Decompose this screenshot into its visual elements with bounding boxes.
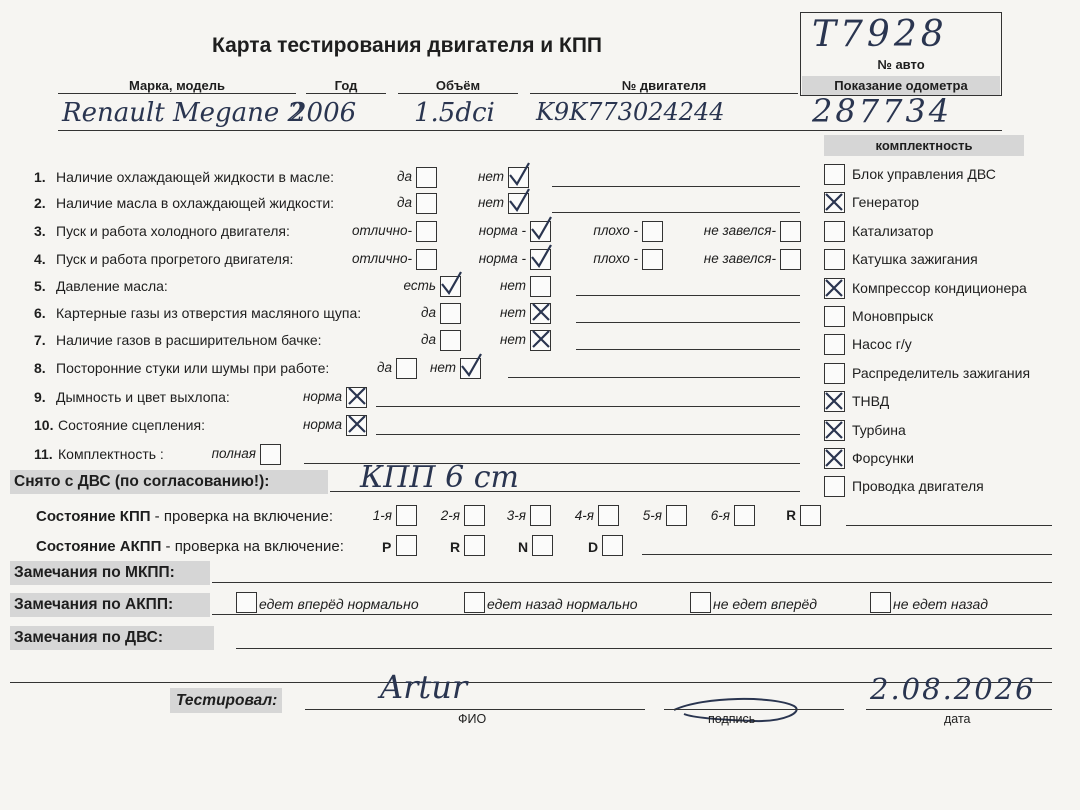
gear-checkbox[interactable] [598,505,619,526]
check-label: Наличие охлаждающей жидкости в масле: [56,169,335,185]
gear-label: R [786,508,796,523]
completeness-label: Моновпрыск [852,308,934,324]
remarks-mkpp-label: Замечания по МКПП: [10,561,210,585]
check-number: 1. [34,169,46,185]
option-label: не завелся- [703,223,776,238]
remarks-dvs-line [236,648,1052,649]
option-label: да [377,360,392,375]
check-number: 8. [34,360,46,376]
option-label: да [421,305,436,320]
gear-checkbox[interactable] [530,505,551,526]
answer-line [376,406,800,407]
completeness-checkbox[interactable] [824,164,845,185]
option-label: норма [302,389,342,404]
option-label: нет [499,332,526,347]
completeness-label: Катушка зажигания [852,251,978,268]
mode-label: R [450,539,461,555]
akpp-option-checkbox[interactable] [690,592,711,613]
check-label: Картерные газы из отверстия масляного щупа: [56,305,362,321]
completeness-label: ТНВД [852,393,890,410]
date-caption: дата [944,712,971,726]
volume-value: 1.5dci [414,98,495,128]
mode-label: P [382,539,392,555]
akpp-option-checkbox[interactable] [236,592,257,613]
answer-line [576,322,800,323]
mode-checkbox[interactable] [464,535,485,556]
option-label: нет [499,278,526,293]
option-checkbox[interactable] [260,444,281,465]
sign-caption: подпись [708,712,756,726]
header-underline [58,130,1002,131]
akpp-option-label: не едет назад [893,596,988,612]
answer-line [576,295,800,296]
remarks-dvs-label: Замечания по ДВС: [10,626,214,650]
col-volume: Объём [398,78,518,94]
year-value: 2006 [290,98,357,128]
removed-line [330,491,800,492]
option-checkbox[interactable] [346,387,367,408]
completeness-checkbox[interactable] [824,420,845,441]
answer-line [376,434,800,435]
akpp-option-label: едет назад нормально [487,596,638,612]
completeness-checkbox[interactable] [824,192,845,213]
tested-label: Тестировал: [170,688,282,713]
check-number: 7. [34,332,46,348]
completeness-title: комплектность [824,135,1024,156]
completeness-checkbox[interactable] [824,476,845,497]
completeness-label: Проводка двигателя [852,478,984,495]
option-label: плохо - [593,251,638,266]
check-number: 9. [34,389,46,405]
answer-line [508,377,800,378]
check-number: 11. [34,446,53,462]
odometer-value: 287734 [812,92,953,130]
completeness-label: Блок управления ДВС [852,166,996,182]
option-checkbox[interactable] [780,221,801,242]
completeness-checkbox[interactable] [824,363,845,384]
mode-checkbox[interactable] [532,535,553,556]
akpp-option-label: едет вперёд нормально [259,596,419,612]
gear-label: 6-я [710,508,730,523]
gear-label: 1-я [372,508,392,523]
completeness-checkbox[interactable] [824,448,845,469]
completeness-checkbox[interactable] [824,221,845,242]
gear-label: 5-я [642,508,662,523]
option-label: да [397,195,412,210]
check-number: 2. [34,195,46,211]
col-make: Марка, модель [58,78,296,94]
check-label: Дымность и цвет выхлопа: [56,389,230,405]
answer-line [576,349,800,350]
akpp-label: Состояние АКПП - проверка на включение: [36,538,344,555]
option-label: нет [429,360,456,375]
option-checkbox[interactable] [530,303,551,324]
akpp-option-checkbox[interactable] [870,592,891,613]
name-line [305,709,645,710]
car-number-label: № авто [877,57,925,72]
remarks-mkpp-line [212,582,1052,583]
sign-line [664,709,844,710]
page-title: Карта тестирования двигателя и КПП [212,34,603,57]
mode-checkbox[interactable] [602,535,623,556]
option-label: норма - [478,223,526,238]
completeness-label: Распределитель зажигания [852,364,1031,381]
option-checkbox[interactable] [460,358,481,379]
mode-checkbox[interactable] [396,535,417,556]
make-value: Renault Megane 2 [62,98,305,128]
completeness-label: Насос г/у [852,336,912,353]
completeness-label: Катализатор [852,222,934,239]
completeness-checkbox[interactable] [824,334,845,355]
check-number: 3. [34,223,46,239]
option-label: нет [499,305,526,320]
removed-value: КПП 6 ст [360,460,519,495]
option-label: не завелся- [703,251,776,266]
removed-label: Снято с ДВС (по согласованию!): [10,470,328,494]
check-label: Наличие масла в охлаждающей жидкости: [56,195,335,211]
mode-label: N [518,539,529,555]
kpp-label: Состояние КПП - проверка на включение: [36,508,334,525]
check-label: Посторонние стуки или шумы при работе: [56,360,330,376]
akpp-option-checkbox[interactable] [464,592,485,613]
option-checkbox[interactable] [530,276,551,297]
option-checkbox[interactable] [508,193,529,214]
option-label: отлично- [352,251,412,266]
completeness-label: Форсунки [852,450,914,466]
check-number: 10. [34,417,54,433]
option-label: нет [477,169,504,184]
option-checkbox[interactable] [346,415,367,436]
completeness-label: Генератор [852,194,920,211]
completeness-checkbox[interactable] [824,249,845,270]
option-label: да [421,332,436,347]
remarks-akpp-label: Замечания по АКПП: [10,593,210,617]
option-label: плохо - [593,223,638,238]
odometer-label: Показание одометра [802,76,1000,95]
answer-line [552,186,800,187]
completeness-label: Турбина [852,421,906,438]
akpp-option-label: не едет вперёд [713,596,818,612]
car-number-value: T7928 [812,14,948,55]
completeness-label: Компрессор кондиционера [852,279,1027,296]
option-label: норма [302,417,342,432]
completeness-checkbox[interactable] [824,306,845,327]
option-label: норма - [478,251,526,266]
completeness-checkbox[interactable] [824,278,845,299]
option-checkbox[interactable] [508,167,529,188]
date-value: 2.08.2026 [870,672,1036,706]
option-label: есть [403,278,436,293]
col-engine-no: № двигателя [530,78,798,94]
option-label: да [397,169,412,184]
check-number: 4. [34,251,46,267]
option-label: полная [211,446,256,461]
gear-checkbox[interactable] [800,505,821,526]
check-label: Состояние сцепления: [58,417,205,433]
check-label: Наличие газов в расширительном бачке: [56,332,322,348]
kpp-line [846,525,1052,526]
col-year: Год [306,78,386,94]
check-number: 6. [34,305,46,321]
check-label: Давление масла: [56,278,168,294]
check-label: Пуск и работа прогретого двигателя: [56,251,294,267]
option-label: нет [477,195,504,210]
check-label: Комплектность : [58,446,164,462]
gear-label: 3-я [506,508,526,523]
name-caption: ФИО [458,712,487,726]
mode-label: D [588,539,599,555]
option-label: отлично- [352,223,412,238]
completeness-checkbox[interactable] [824,391,845,412]
gear-checkbox[interactable] [734,505,755,526]
gear-label: 2-я [440,508,460,523]
gear-label: 4-я [574,508,594,523]
check-label: Пуск и работа холодного двигателя: [56,223,290,239]
check-number: 5. [34,278,46,294]
answer-line [552,212,800,213]
option-checkbox[interactable] [780,249,801,270]
date-line [866,709,1052,710]
engine-no-value: K9K773024244 [536,98,725,126]
remarks-akpp-line [212,614,1052,615]
akpp-line [642,554,1052,555]
tester-name: Artur [380,668,468,706]
option-checkbox[interactable] [530,330,551,351]
